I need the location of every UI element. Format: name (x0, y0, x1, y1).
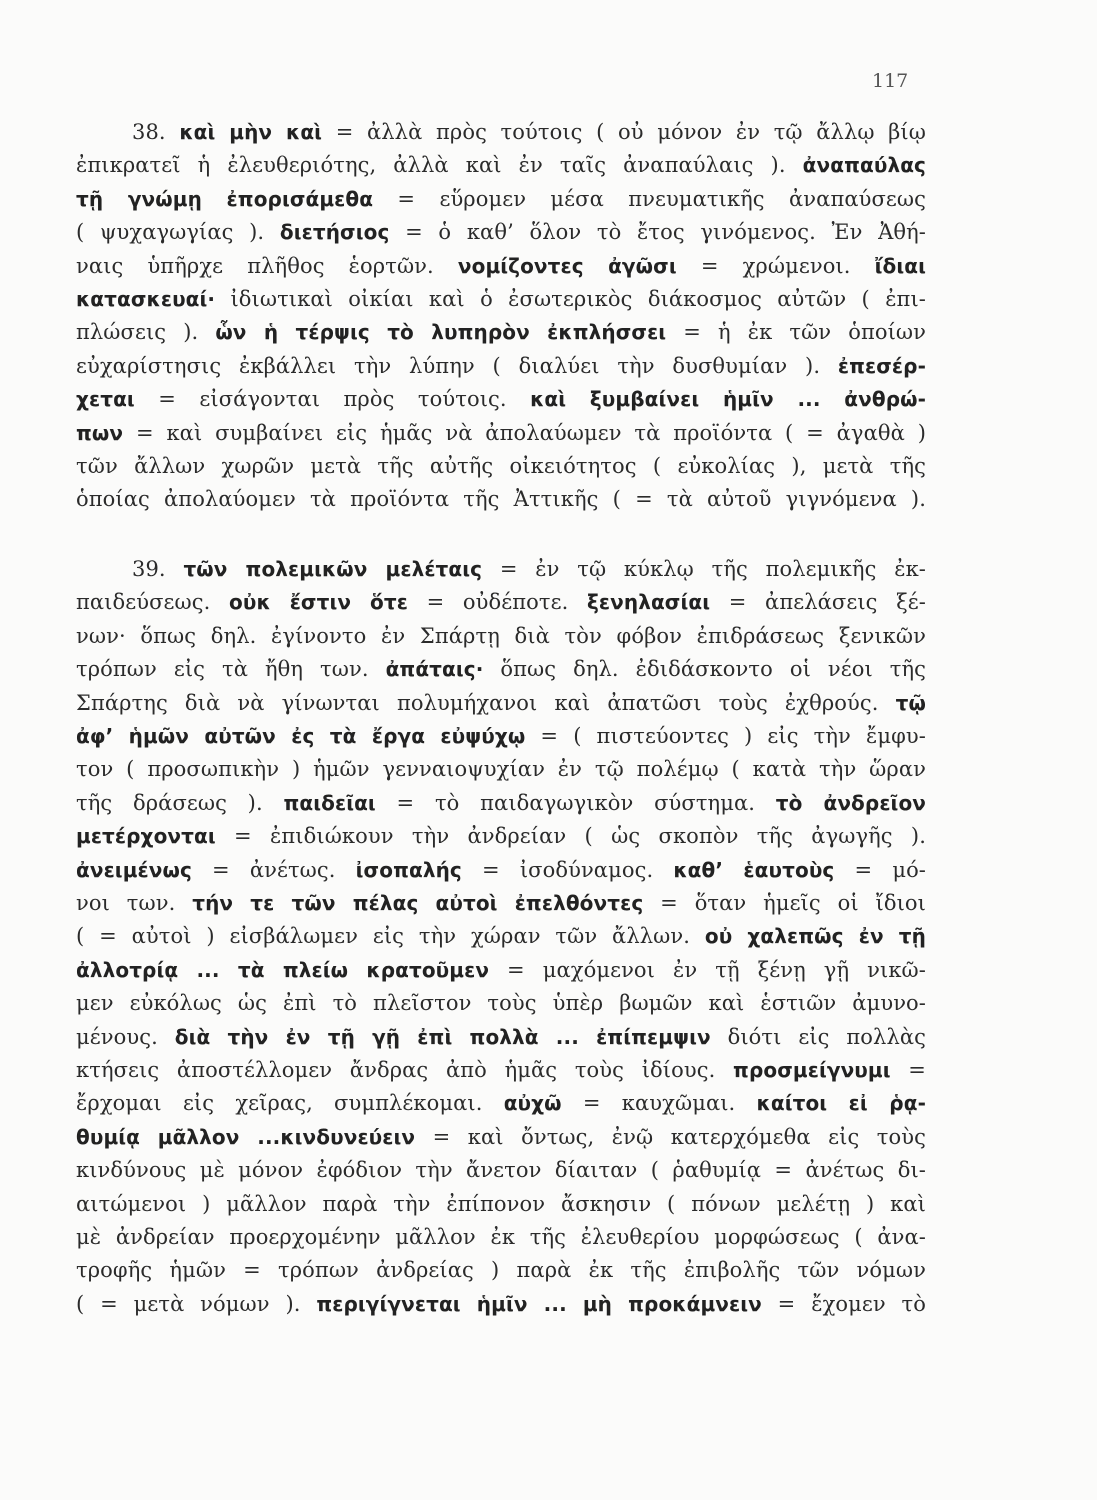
gloss: = ὅταν ἡμεῖς οἱ ἴδιοι (643, 890, 926, 915)
text-line (76, 1288, 926, 1321)
gloss: = ἐπιδιώκουν τὴν ἀνδρείαν ( ὡς σκοπὸν τῆς ἀγωγῆς ). (215, 824, 926, 849)
gloss: = τὸ παιδαγωγικὸν σύστημα. (375, 790, 776, 815)
lemma: κατασκευαί· (76, 287, 216, 312)
gloss: 39. (132, 556, 184, 581)
lemma: τήν τε τῶν πέλας αὐτοὶ ἐπελθόντες (192, 890, 644, 915)
lemma: ἀλλοτρίᾳ ... τὰ πλείω κρατοῦμεν (76, 957, 490, 982)
gloss: διότι εἰς πολλὰς (710, 1024, 926, 1049)
lemma: αὐχῶ (503, 1091, 562, 1116)
page-number: 117 (872, 70, 909, 92)
gloss: παιδεύσεως. (76, 590, 230, 615)
gloss: = (890, 1057, 926, 1082)
gloss: = ( πιστεύοντες ) εἰς τὴν ἔμφυ- (525, 723, 926, 748)
gloss: τῆς δράσεως ). (76, 790, 284, 815)
lemma: τῷ (895, 690, 926, 715)
text-line (76, 987, 926, 1020)
gloss: τρόπων εἰς τὰ ἤθη των. (76, 657, 386, 682)
text-line (76, 350, 926, 383)
lemma: πων (76, 420, 124, 445)
text-line (76, 383, 926, 416)
gloss: = ἡ ἐκ τῶν ὁποίων (666, 320, 927, 345)
gloss: μένους. (76, 1024, 175, 1049)
text-line (76, 1254, 926, 1287)
text-line (76, 653, 926, 686)
lemma: ἀνειμένως (76, 857, 192, 882)
lemma: τὸ ἀνδρεῖον (775, 790, 927, 815)
lemma: προσμείγνυμι (733, 1057, 891, 1082)
text-line (76, 753, 926, 786)
text-line (76, 1087, 926, 1120)
gloss: = οὐδέποτε. (407, 590, 587, 615)
text-line (76, 1121, 926, 1154)
lemma: διετήσιος (279, 220, 390, 245)
lemma: χεται (76, 387, 135, 412)
lemma: ἴδιαι (874, 253, 927, 278)
gloss: αιτώμενοι ) μᾶλλον παρὰ τὴν ἐπίπονον ἄσκησιν ( πόνων μελέτῃ ) καὶ (76, 1191, 926, 1216)
text-line (76, 417, 926, 450)
text-line (76, 620, 926, 653)
gloss: νοι των. (76, 890, 193, 915)
text-line (76, 283, 926, 316)
lemma: οὐκ ἔστιν ὅτε (229, 590, 408, 615)
text-line (76, 149, 926, 182)
gloss: ( = μετὰ νόμων ). (76, 1291, 317, 1316)
lemma: οὐ χαλεπῶς ἐν τῇ (704, 924, 926, 949)
lemma: τῇ γνώμῃ ἐπορισάμεθα (76, 186, 374, 211)
lemma: τῶν πολεμικῶν μελέταις (183, 556, 483, 581)
text-line (76, 216, 926, 249)
gloss: = εἰσάγονται πρὸς τούτοις. (134, 387, 531, 412)
gloss: = ἔχομεν τὸ (761, 1291, 927, 1316)
text-line (76, 316, 926, 349)
text-line (76, 586, 926, 619)
gloss: τροφῆς ἡμῶν = τρόπων ἀνδρείας ) παρὰ ἐκ τῆς ἐπιβολῆς τῶν νόμων (76, 1258, 926, 1283)
gloss: ( = αὐτοὶ ) εἰσβάλωμεν εἰς τὴν χώραν τῶν ἄλλων. (76, 924, 705, 949)
lemma: περιγίγνεται ἡμῖν ... μὴ προκάμνειν (316, 1291, 762, 1316)
text-line (76, 1154, 926, 1187)
text-line (76, 887, 926, 920)
text-line (76, 553, 926, 586)
text-line (76, 1021, 926, 1054)
lemma: παιδεῖαι (283, 790, 376, 815)
gloss: τον ( προσωπικὴν ) ἡμῶν γενναιοψυχίαν ἐν τῷ πολέμῳ ( κατὰ τὴν ὥραν (76, 757, 926, 782)
lemma: μετέρχονται (76, 824, 216, 849)
text-line (76, 787, 926, 820)
gloss: = ἀνέτως. (191, 857, 356, 882)
lemma: ἀπάταις· (385, 657, 484, 682)
lemma: ἐπεσέρ- (837, 353, 926, 378)
gloss: = μό- (834, 857, 927, 882)
lemma: νομίζοντες ἀγῶσι (457, 253, 677, 278)
text-line (76, 450, 926, 483)
gloss: κτήσεις ἀποστέλλομεν ἄνδρας ἀπὸ ἡμᾶς τοὺς ἰδίους. (76, 1057, 734, 1082)
lemma: διὰ τὴν ἐν τῇ γῇ ἐπὶ πολλὰ ... ἐπίπεμψιν (174, 1024, 711, 1049)
gloss: ἰδιωτικαὶ οἰκίαι καὶ ὁ ἐσωτερικὸς διάκοσμος αὐτῶν ( ἐπι- (215, 287, 926, 312)
gloss: ὅπως δηλ. ἐδιδάσκοντο οἱ νέοι τῆς (483, 657, 927, 682)
gloss: τῶν ἄλλων χωρῶν μετὰ τῆς αὐτῆς οἰκειότητος ( εὐκολίας ), μετὰ τῆς (76, 454, 926, 479)
text-line (76, 183, 926, 216)
gloss: νων· ὅπως δηλ. ἐγίνοντο ἐν Σπάρτῃ διὰ τὸν φόβον ἐπιδράσεως ξενικῶν (76, 623, 926, 648)
gloss: ( ψυχαγωγίας ). (76, 220, 280, 245)
lemma: καθ’ ἑαυτοὺς (673, 857, 835, 882)
text-line (76, 116, 926, 149)
gloss: = ἐν τῷ κύκλῳ τῆς πολεμικῆς ἐκ- (482, 556, 927, 581)
gloss: πλώσεις ). (76, 320, 216, 345)
lemma: ξενηλασίαι (586, 590, 711, 615)
lemma: θυμίᾳ μᾶλλον ...κινδυνεύειν (76, 1124, 416, 1149)
text-line (76, 720, 926, 753)
lemma: ἀναπαύλας (802, 153, 926, 178)
paragraph-gap (76, 517, 926, 553)
lemma: ἀφ’ ἡμῶν αὐτῶν ἐς τὰ ἔργα εὐψύχῳ (76, 723, 526, 748)
gloss: ἐπικρατεῖ ἡ ἐλευθεριότης, ἀλλὰ καὶ ἐν ταῖς ἀναπαύλαις ). (76, 153, 803, 178)
gloss: = εὕρομεν μέσα πνευματικῆς ἀναπαύσεως (373, 186, 926, 211)
text-line (76, 1188, 926, 1221)
lemma: καὶ μὴν καὶ (179, 120, 323, 144)
gloss: Σπάρτης διὰ νὰ γίνωνται πολυμήχανοι καὶ ἀπατῶσι τοὺς ἐχθρούς. (76, 690, 896, 715)
gloss: = ἀλλὰ πρὸς τούτοις ( οὐ μόνον ἐν τῷ ἄλλῳ βίῳ (322, 120, 926, 144)
gloss: εὐχαρίστησις ἐκβάλλει τὴν λύπην ( διαλύει τὴν δυσθυμίαν ). (76, 353, 838, 378)
text-line (76, 954, 926, 987)
gloss: = καυχῶμαι. (561, 1091, 757, 1116)
lemma: ἰσοπαλής (355, 857, 462, 882)
text-line (76, 854, 926, 887)
text-line (76, 1054, 926, 1087)
text-line (76, 687, 926, 720)
lemma: καίτοι εἰ ῥᾳ- (756, 1091, 926, 1116)
commentary-text (76, 116, 926, 1321)
gloss: μὲ ἀνδρείαν προερχομένην μᾶλλον ἐκ τῆς ἐλευθερίου μορφώσεως ( ἀνα- (76, 1225, 926, 1249)
gloss: = μαχόμενοι ἐν τῇ ξένῃ γῇ νικῶ- (489, 957, 926, 982)
lemma: καὶ ξυμβαίνει ἡμῖν ... ἀνθρώ- (530, 387, 926, 412)
gloss: ἔρχομαι εἰς χεῖρας, συμπλέκομαι. (76, 1091, 504, 1116)
gloss: = ἰσοδύναμος. (461, 857, 674, 882)
text-line (76, 1221, 926, 1254)
lemma: ὧν ἡ τέρψις τὸ λυπηρὸν ἐκπλήσσει (215, 320, 667, 345)
gloss: κινδύνους μὲ μόνον ἐφόδιον τὴν ἄνετον δίαιταν ( ῥαθυμίᾳ = ἀνέτως δι- (76, 1158, 926, 1183)
text-line (76, 820, 926, 853)
gloss: 38. (132, 120, 180, 144)
text-line (76, 483, 926, 516)
gloss: = ἀπελάσεις ξέ- (710, 590, 926, 615)
gloss: = καὶ ὄντως, ἐνῷ κατερχόμεθα εἰς τοὺς (415, 1124, 926, 1149)
gloss: = χρώμενοι. (676, 253, 875, 278)
gloss: ὁποίας ἀπολαύομεν τὰ προϊόντα τῆς Ἀττικῆς ( = τὰ αὐτοῦ γιγνόμενα ). (76, 487, 926, 512)
gloss: μεν εὐκόλως ὡς ἐπὶ τὸ πλεῖστον τοὺς ὑπὲρ βωμῶν καὶ ἑστιῶν ἀμυνο- (76, 991, 926, 1016)
gloss: ναις ὑπῆρχε πλῆθος ἑορτῶν. (76, 253, 458, 278)
gloss: = καὶ συμβαίνει εἰς ἡμᾶς νὰ ἀπολαύωμεν τὰ προϊόντα ( = ἀγαθὰ ) (123, 420, 926, 445)
text-line (76, 250, 926, 283)
text-line (76, 920, 926, 953)
gloss: = ὁ καθ’ ὅλον τὸ ἔτος γινόμενος. Ἐν Ἀθή- (389, 220, 927, 245)
